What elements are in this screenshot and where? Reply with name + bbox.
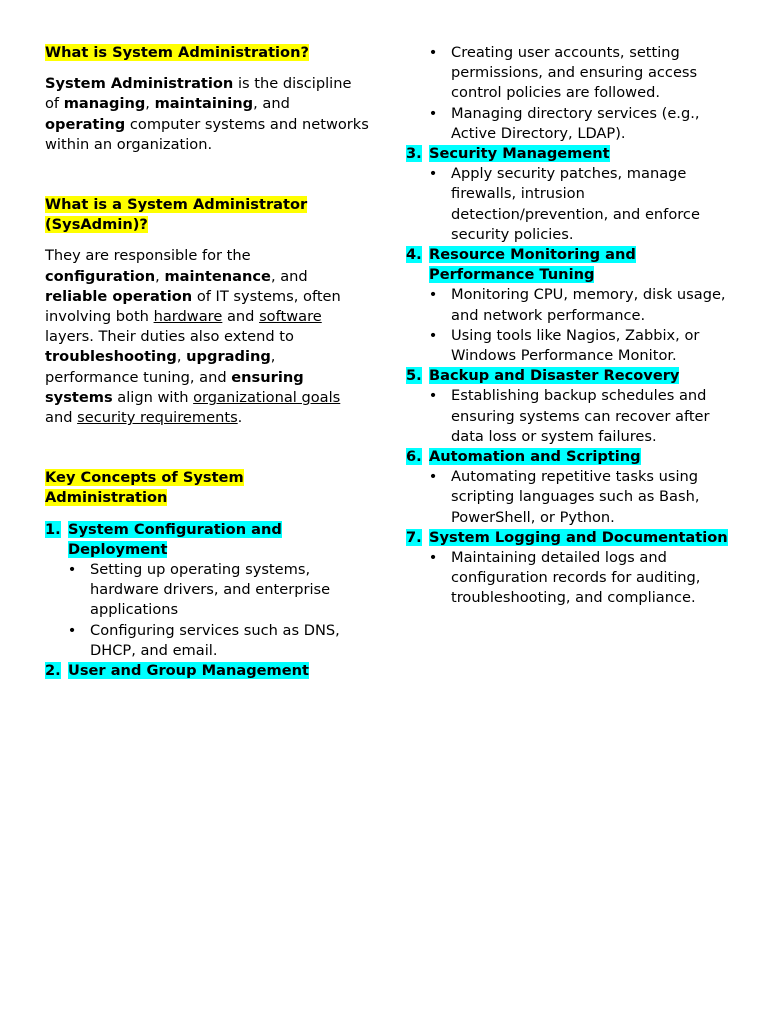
list-item: [428, 164, 728, 245]
list-item: [428, 548, 728, 609]
list-item: [428, 104, 728, 144]
section-title-text: System Logging and Documentation: [429, 528, 728, 546]
underlined-hardware: hardware: [153, 308, 223, 326]
section-number: [406, 528, 429, 548]
section-7: [406, 528, 728, 609]
list-item-text: Managing directory services (e.g., Active Directory, LDAP).: [451, 104, 700, 142]
section-1: [45, 520, 370, 661]
sections-list-left: [45, 520, 370, 682]
right-column: [406, 43, 728, 609]
term-upgrading: upgrading: [186, 348, 271, 366]
section-number: [45, 520, 68, 560]
list-item-text: Creating user accounts, setting permissions, and ensuring access control policies are followed.: [451, 44, 698, 102]
text-span: align with: [112, 388, 194, 406]
section-title: [68, 661, 370, 681]
text-span: computer systems and networks within an organization.: [45, 115, 369, 153]
section-title-text: Backup and Disaster Recovery: [429, 367, 680, 385]
text-span: layers. Their duties also extend to: [45, 328, 294, 346]
section-number-text: 4.: [406, 246, 422, 264]
list-item: [428, 285, 728, 325]
section-title: [68, 520, 370, 560]
bullet-icon: •: [428, 326, 438, 344]
list-item: [67, 621, 370, 661]
section-title-text: System Configuration and Deployment: [68, 520, 282, 558]
bullet-icon: •: [428, 104, 438, 122]
bullet-list: [406, 386, 728, 447]
bullet-icon: •: [67, 621, 77, 639]
spacer: [45, 428, 370, 468]
section-number: [45, 661, 68, 681]
spacer: [45, 155, 370, 195]
section-heading: [406, 144, 728, 164]
text-span: and: [222, 308, 260, 326]
text-span: , and: [253, 95, 290, 113]
section-title-text: Automation and Scripting: [429, 448, 641, 466]
text-span: is the discipline of: [45, 75, 352, 113]
list-item-text: Apply security patches, manage firewalls, intrusion detection/prevention, and enforce security policies.: [451, 165, 700, 243]
section-4: [406, 245, 728, 366]
section-heading: [406, 366, 728, 386]
text-span: They are responsible for the: [45, 247, 251, 265]
term-operating: operating: [45, 115, 126, 133]
term-maintenance: maintenance: [164, 267, 271, 285]
term-ensuring-systems: ensuring systems: [45, 368, 304, 406]
text-span: and: [45, 409, 78, 427]
list-item: [428, 386, 728, 447]
section-title: [429, 245, 728, 285]
bullet-icon: •: [428, 44, 438, 61]
term-troubleshooting: troubleshooting: [45, 348, 177, 366]
bullet-list: [406, 285, 728, 366]
list-item: [428, 326, 728, 366]
section-3: [406, 144, 728, 245]
bullet-list-section-2: [406, 43, 728, 144]
bullet-list: [406, 467, 728, 528]
section-heading: [45, 661, 370, 681]
section-2: [45, 661, 370, 681]
section-heading: [406, 245, 728, 285]
list-item-text: Establishing backup schedules and ensuring systems can recover after data loss or system failures.: [451, 387, 710, 445]
responsibilities-paragraph: [45, 246, 370, 428]
bullet-icon: •: [428, 165, 438, 183]
bullet-icon: •: [428, 286, 438, 304]
left-column: [45, 43, 370, 681]
list-item-text: Configuring services such as DNS, DHCP, and email.: [90, 621, 340, 659]
list-item-text: Using tools like Nagios, Zabbix, or Windows Performance Monitor.: [451, 326, 700, 365]
section-title-text: User and Group Management: [68, 662, 310, 680]
heading-key-concepts: Key Concepts of System Administration: [45, 469, 244, 507]
text-span: , performance tuning, and: [45, 348, 276, 386]
term-system-administration: System Administration: [45, 75, 234, 93]
section-number-text: 3.: [406, 145, 422, 163]
bullet-icon: •: [428, 387, 438, 405]
list-item: [67, 560, 370, 621]
term-reliable-operation: reliable operation: [45, 287, 193, 305]
section-title: [429, 528, 728, 548]
bullet-icon: •: [428, 468, 438, 486]
section-number-text: 2.: [45, 662, 61, 680]
term-managing: managing: [63, 95, 146, 113]
section-title-text: Security Management: [429, 145, 610, 163]
section-number-text: 1.: [45, 520, 61, 538]
text-span: .: [237, 409, 243, 427]
bullet-list: [406, 548, 728, 609]
list-item-text: Maintaining detailed logs and configuration records for auditing, troubleshooting, and compliance.: [451, 549, 701, 607]
section-title-text: Resource Monitoring and Performance Tuning: [429, 246, 636, 284]
underlined-organizational-goals: organizational goals: [193, 388, 341, 406]
sections-list-right: [406, 144, 728, 609]
section-number-text: 5.: [406, 367, 422, 385]
section-title: [429, 366, 728, 386]
list-item: [428, 43, 728, 104]
section-number-text: 7.: [406, 528, 422, 546]
section-title: [429, 447, 728, 467]
text-span: ,: [155, 267, 165, 285]
heading-what-is-sysadmin: What is System Administration?: [45, 44, 309, 61]
list-item: [428, 467, 728, 528]
section-number: [406, 447, 429, 467]
text-span: of IT systems, often involving both: [45, 287, 341, 326]
section-heading: [406, 528, 728, 548]
bullet-icon: •: [67, 561, 77, 579]
underlined-software: software: [259, 308, 322, 326]
bullet-list: [406, 164, 728, 245]
list-item-text: Automating repetitive tasks using scripting languages such as Bash, PowerShell, or Python.: [451, 468, 700, 526]
list-item-text: Monitoring CPU, memory, disk usage, and network performance.: [451, 286, 726, 324]
section-6: [406, 447, 728, 528]
text-span: ,: [145, 95, 155, 113]
heading-what-is-administrator: What is a System Administrator (SysAdmin)?: [45, 196, 308, 234]
term-maintaining: maintaining: [154, 95, 254, 113]
bullet-list: [45, 560, 370, 661]
list-item-text: Setting up operating systems, hardware drivers, and enterprise applications: [90, 561, 331, 619]
section-title: [429, 144, 728, 164]
section-heading: [406, 447, 728, 467]
section-heading: [45, 520, 370, 560]
section-5: [406, 366, 728, 447]
text-span: , and: [270, 267, 308, 285]
section-number: [406, 366, 429, 386]
underlined-security-requirements: security requirements: [77, 409, 238, 427]
term-configuration: configuration: [45, 267, 156, 285]
section-number: [406, 245, 429, 285]
section-number: [406, 144, 429, 164]
bullet-icon: •: [428, 549, 438, 567]
section-number-text: 6.: [406, 448, 422, 466]
intro-paragraph: [45, 74, 370, 155]
text-span: ,: [176, 348, 187, 366]
